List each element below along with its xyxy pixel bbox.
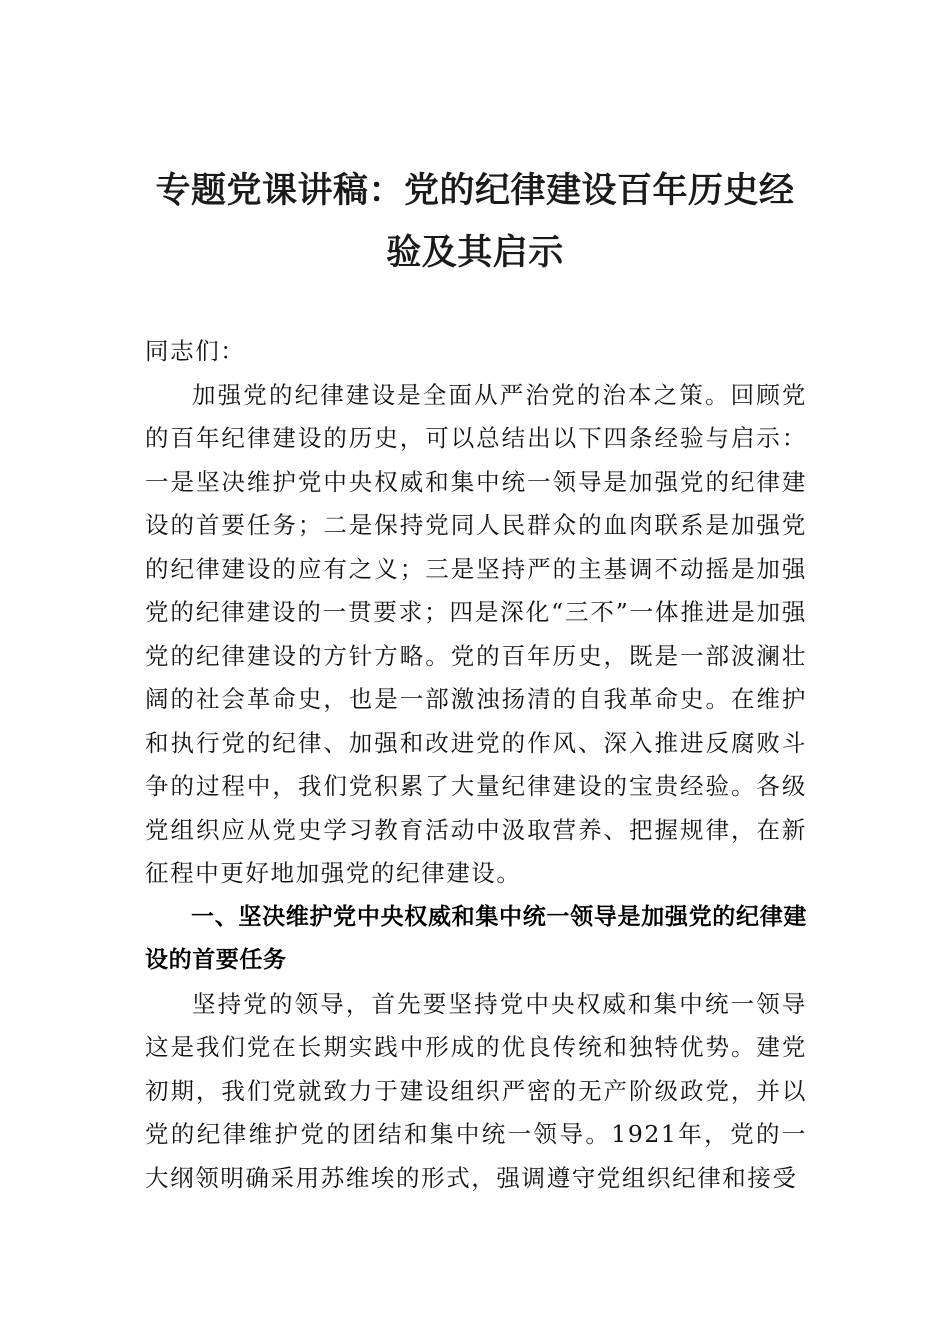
title-line-2: 验及其启示 <box>386 232 564 273</box>
intro-paragraph: 加强党的纪律建设是全面从严治党的治本之策。回顾党的百年纪律建设的历史，可以总结出以下四条经验与启示：一是坚决维护党中央权威和集中统一领导是加强党的纪律建设的首要任务；二是保持党同人民群众的血肉联系是加强党的纪律建设的应有之义；三是坚持严的主基调不动摇是加强党的纪律建设的一贯要求；四是深化“三不”一体推进是加强党的纪律建设的方针方略。党的百年历史，既是一部波澜壮阔的社会革命史，也是一部激浊扬清的自我革命史。在维护和执行党的纪律、加强和改进党的作风、深入推进反腐败斗争的过程中，我们党积累了大量纪律建设的宝贵经验。各级党组织应从党史学习教育活动中汲取营养、把握规律，在新征程中更好地加强党的纪律建设。 <box>145 380 807 887</box>
salutation: 同志们： <box>145 337 246 365</box>
document-title <box>145 160 805 284</box>
section-1-paragraph: 坚持党的领导，首先要坚持党中央权威和集中统一领导这是我们党在长期实践中形成的优良传统和独特优势。建党初期，我们党就致力于建设组织严密的无产阶级政党，并以党的纪律维护党的团结和集中统一领导。1921年，党的一大纲领明确采用苏维埃的形式，强调遵守党组织纪律和接受 <box>145 989 807 1192</box>
section-1-heading: 一、坚决维护党中央权威和集中统一领导是加强党的纪律建设的首要任务 <box>145 903 807 973</box>
title-line-1: 专题党课讲稿：党的纪律建设百年历史经 <box>155 170 795 211</box>
document-body <box>145 330 807 1200</box>
